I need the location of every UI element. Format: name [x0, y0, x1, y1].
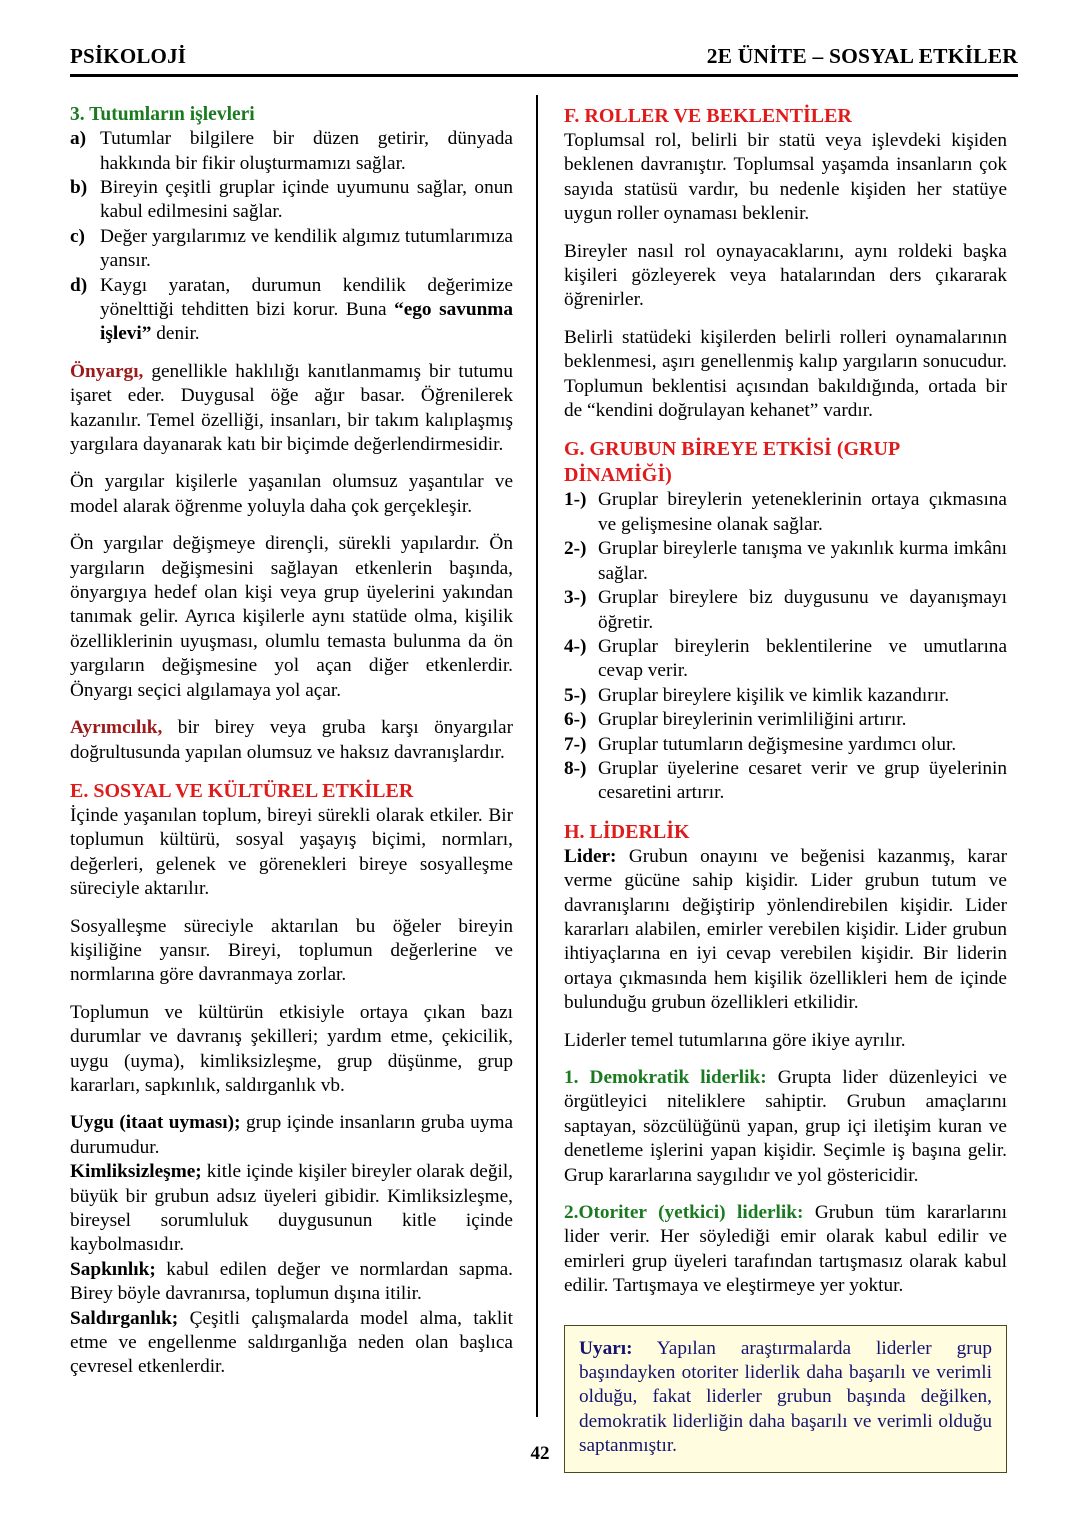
list-item-text: Gruplar bireylere kişilik ve kimlik kazandırır.: [598, 684, 950, 706]
list-item-marker: a): [70, 128, 87, 150]
list-item-text: Gruplar bireylerin beklentilerine ve umutlarına cevap verir.: [598, 635, 1007, 682]
list-item: [564, 684, 1007, 708]
list-item-text: Değer yargılarımız ve kendilik algımız tutumlarımıza yansır.: [100, 225, 513, 272]
list-item-text: [100, 274, 513, 347]
term-demokratik-liderlik-label: 1. Demokratik liderlik:: [564, 1067, 767, 1088]
header-divider-rule: [70, 74, 1018, 77]
list-item-text-tail: denir.: [151, 323, 200, 345]
warning-body: Yapılan araştırmalarda liderler grup başındayken otoriter liderlik daha başarılı ve verimli olduğu, fakat liderler grubun başında değilken, demokratik liderliğin daha başarılı ve verimli olduğu saptanmıştır.: [579, 1337, 992, 1457]
term-saldirganlik-body: Çeşitli çalışmalarda model alma, taklit etme ve engellenme saldırganlığa neden olan başlıca çevresel etkenlerdir.: [70, 1307, 513, 1378]
header-subject-title: PSİKOLOJİ: [70, 44, 187, 68]
paragraph-demokratik-liderlik: [564, 1066, 1007, 1188]
list-item-text: Gruplar tutumların değişmesine yardımcı olur.: [598, 733, 957, 755]
list-item: [70, 127, 513, 176]
term-onyargi-body: genellikle haklılığı kanıtlanmamış bir tutumu işaret eder. Duygusal öğe ağır basar. Öğrenilerek kazanılır. Temel özelliği, insanları, bir takım kalıplaşmış yargılara dayanarak katı bir biçimde değerlendirmesidir.: [70, 360, 513, 456]
term-sapkinlik-label: Sapkınlık;: [70, 1258, 156, 1280]
list-item-marker: 3-): [564, 587, 587, 609]
list-item-text: Bireyin çeşitli gruplar içinde uyumunu sağlar, onun kabul edilmesini sağlar.: [100, 176, 513, 223]
paragraph-otoriter-liderlik: [564, 1201, 1007, 1299]
list-item-marker: 5-): [564, 684, 587, 706]
list-item-marker: 6-): [564, 709, 587, 731]
functions-list: [70, 127, 513, 347]
paragraph-f-2: Bireyler nasıl rol oynayacaklarını, aynı roldeki başka kişileri gözleyerek veya hatalarından ders çıkararak öğrenirler.: [564, 240, 1007, 311]
term-lider-body: Grubun onayını ve beğenisi kazanmış, karar verme gücüne sahip kişidir. Lider grubun tutum ve davranışlarını değiştirip yönlendirebilen kişidir. Lider kararları alabilen, emirler verebilen kişidir. Lider grubun ihtiyaçlarına en iyi cevap verebilen kişidir. Bir liderin ortaya çıkmasında hem kişilik özellikleri hem de içinde bulunduğu grubun özellikleri etkilidir.: [564, 845, 1007, 1014]
heading-grubun-bireye-etkisi: G. GRUBUN BİREYE ETKİSİ (GRUP DİNAMİĞİ): [564, 438, 900, 487]
list-item-marker: 1-): [564, 489, 587, 511]
list-item-marker: 2-): [564, 538, 587, 560]
page-number: 42: [530, 1443, 550, 1464]
paragraph-onyargilar-1: Ön yargılar kişilerle yaşanılan olumsuz yaşantılar ve model alarak öğrenme yoluyla daha çok gerçekleşir.: [70, 471, 513, 517]
list-item-marker: 8-): [564, 757, 587, 779]
term-onyargi-label: Önyargı,: [70, 360, 144, 382]
heading-liderlik: H. LİDERLİK: [564, 820, 690, 843]
list-item-text: Gruplar bireylerin yeteneklerinin ortaya çıkmasına ve gelişmesine olanak sağlar.: [598, 489, 1007, 535]
term-kimliksizlesme: [70, 1160, 513, 1258]
term-sapkinlik: [70, 1258, 513, 1307]
list-item-marker: c): [70, 225, 85, 247]
list-item-text-part: Kaygı yaratan, durumun kendilik değerimize yönelttiği tehditten bizi korur. Buna: [100, 274, 513, 321]
left-column: [70, 103, 513, 1443]
paragraph-f-1: Toplumsal rol, belirli bir statü veya işlevdeki kişiden beklenen davranıştır. Toplumsal yaşamda insanların çok sayıda statüsü vardır, bu nedenle kişiden her statüye uygun roller oynaması beklenir.: [564, 130, 1007, 225]
list-item: [564, 586, 1007, 635]
list-item: [564, 537, 1007, 586]
term-ayrimcilik-body: bir birey veya gruba karşı önyargılar doğrultusunda yapılan olumsuz ve haksız davranışlardır.: [70, 717, 513, 763]
list-item-marker: 7-): [564, 733, 587, 755]
term-kimliksizlesme-label: Kimliksizleşme;: [70, 1161, 202, 1183]
term-saldirganlik: [70, 1307, 513, 1380]
header-unit-title: 2E ÜNİTE – SOSYAL ETKİLER: [706, 44, 1018, 68]
list-item-marker: b): [70, 176, 88, 198]
paragraph-f-3: Belirli statüdeki kişilerden belirli rolleri oynamalarının beklenmesi, aşırı genellenmiş kalıp yargıların sonucudur. Toplumun beklentisi açısından bakıldığında, ortada bir de “kendini doğrulayan kehanet” vardır.: [564, 326, 1007, 422]
right-column: [564, 103, 1007, 1457]
page-footer: [0, 1443, 1080, 1465]
paragraph-lider: [564, 845, 1007, 1016]
paragraph-e-2: Sosyalleşme süreciyle aktarılan bu öğeler bireyin kişiliğine yansır. Bireyi, toplumun değerlerine ve normlarına göre davranmaya zorlar.: [70, 915, 513, 986]
list-item: [70, 176, 513, 225]
term-sapkinlik-body: kabul edilen değer ve normlardan sapma. Birey böyle davranırsa, toplumun dışına itilir.: [70, 1258, 513, 1305]
column-divider-rule: [536, 95, 538, 1417]
list-item: [564, 708, 1007, 732]
heading-sosyal-ve-kulturel-etkiler: E. SOSYAL VE KÜLTÜREL ETKİLER: [70, 779, 414, 802]
list-item: [564, 757, 1007, 806]
list-item-marker: d): [70, 274, 88, 296]
group-effects-list: [564, 488, 1007, 805]
list-item: [564, 488, 1007, 537]
term-ayrimcilik-label: Ayrımcılık,: [70, 717, 163, 739]
paragraph-ayrimcilik: [70, 716, 513, 765]
term-kimliksizlesme-body: kitle içinde kişiler bireyler olarak değil, büyük bir grubun adsız üyeleri gibidir. Kimliksizleşme, bireysel sorumluluk duygusunun kitle içinde kaybolmasıdır.: [70, 1161, 513, 1256]
term-otoriter-liderlik-label: 2.Otoriter (yetkici) liderlik:: [564, 1202, 804, 1224]
list-item-text: Gruplar bireylerle tanışma ve yakınlık kurma imkânı sağlar.: [598, 538, 1007, 584]
list-item-text: Gruplar üyelerine cesaret verir ve grup üyelerinin cesaretini artırır.: [598, 757, 1007, 804]
heading-tutumlarin-islevleri: 3. Tutumların işlevleri: [70, 104, 255, 125]
paragraph-h-2: Liderler temel tutumlarına göre ikiye ayrılır.: [564, 1029, 906, 1051]
page-header: [70, 44, 1018, 69]
term-uygu-label: Uygu (itaat uyması);: [70, 1112, 241, 1134]
term-otoriter-liderlik-body: Grubun tüm kararlarını lider verir. Her söylediği emir olarak kabul edilir ve emirleri grup üyeleri tarafından tartışmasız olarak kabul edilir. Tartışmaya ve eleştirmeye yer yoktur.: [564, 1202, 1007, 1297]
list-item-text: Tutumlar bilgilere bir düzen getirir, dünyada hakkında bir fikir oluşturmamızı sağlar.: [100, 128, 513, 174]
list-item: [564, 733, 1007, 757]
list-item-marker: 4-): [564, 635, 587, 657]
list-item-emphasis: “ego savunma işlevi”: [100, 299, 514, 345]
list-item-text: Gruplar bireylerinin verimliliğini artırır.: [598, 709, 907, 731]
warning-label: Uyarı:: [579, 1337, 633, 1359]
paragraph-onyargi: [70, 360, 513, 458]
list-item: [70, 225, 513, 274]
list-item-text: Gruplar bireylere biz duygusunu ve dayanışmayı öğretir.: [598, 587, 1007, 633]
list-item: [564, 635, 1007, 684]
paragraph-e-1: İçinde yaşanılan toplum, bireyi sürekli olarak etkiler. Bir toplumun kültürü, sosyal yaşayış biçimi, normları, değerleri, gelenek ve görenekleri bireye sosyalleşme süreciyle aktarılır.: [70, 804, 513, 900]
list-item: [70, 274, 513, 347]
paragraph-e-3: Toplumun ve kültürün etkisiyle ortaya çıkan bazı durumlar ve davranış şekilleri; yardım etme, çekicilik, uygu (uyma), kimliksizleşme, grup düşünme, grup kararları, sapkınlık, saldırganlık vb.: [70, 1001, 513, 1096]
term-saldirganlik-label: Saldırganlık;: [70, 1307, 179, 1329]
heading-roller-ve-beklentiler: F. ROLLER VE BEKLENTİLER: [564, 105, 852, 127]
warning-text: [579, 1337, 992, 1459]
term-lider-label: Lider:: [564, 845, 617, 867]
term-demokratik-liderlik-body: Grupta lider düzenleyici ve örgütleyici niteliklere sahiptir. Grubun amaçlarını saptayan, sözcülüğünü yapan, grup içi iletişim kuran ve denetleme işlerini yapan kişidir. Seçimle iş başına gelir. Grup kararlarına saygılıdır ve yol göstericidir.: [564, 1067, 1007, 1186]
term-uygu-body: grup içinde insanların gruba uyma durumudur.: [70, 1112, 513, 1158]
paragraph-onyargilar-2: Ön yargılar değişmeye dirençli, sürekli yapılardır. Ön yargıların değişmesini sağlayan etkenlerin başında, önyargıya hedef olan kişi veya grup üyelerini yakından tanımak gelir. Ayrıca kişilerle aynı statüde olma, kişilik özelliklerinin uyuşması, olumlu temasta bulunma da ön yargıların değişmesine yol açan diğer etkenlerdir. Önyargı seçici algılamaya yol açar.: [70, 533, 513, 701]
term-uygu: [70, 1111, 513, 1160]
